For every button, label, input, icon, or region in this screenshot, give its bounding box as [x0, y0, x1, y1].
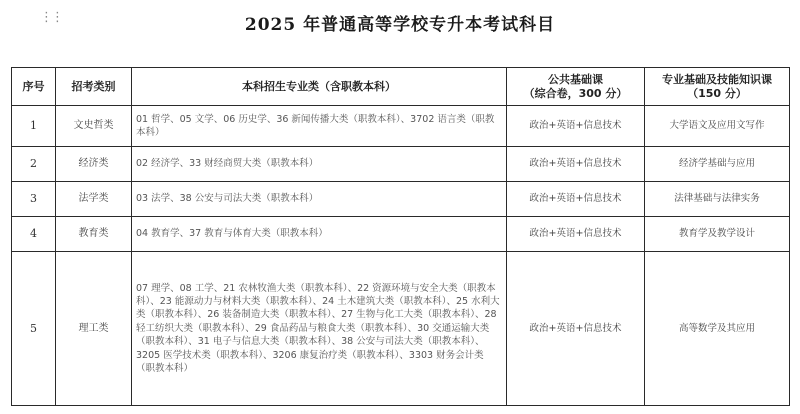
row-public-course: 政治+英语+信息技术 — [507, 106, 645, 147]
row-professional-course: 经济学基础与应用 — [645, 147, 790, 182]
row-professional-course: 法律基础与法律实务 — [645, 182, 790, 217]
row-category: 法学类 — [56, 182, 132, 217]
row-category: 理工类 — [56, 252, 132, 406]
row-public-course: 政治+英语+信息技术 — [507, 217, 645, 252]
header-professional-courses — [645, 68, 790, 106]
row-category: 教育类 — [56, 217, 132, 252]
table-row — [12, 217, 790, 252]
row-category: 经济类 — [56, 147, 132, 182]
row-professional-course: 教育学及教学设计 — [645, 217, 790, 252]
row-majors: 01 哲学、05 文学、06 历史学、36 新闻传播大类（职教本科）、3702 语言类（职教本科） — [132, 106, 507, 147]
row-seq: 5 — [12, 252, 56, 406]
row-public-course: 政治+英语+信息技术 — [507, 147, 645, 182]
row-majors: 04 教育学、37 教育与体育大类（职教本科） — [132, 217, 507, 252]
row-seq: 4 — [12, 217, 56, 252]
header-seq: 序号 — [12, 68, 56, 106]
row-seq: 1 — [12, 106, 56, 147]
header-prof-line2: （150 分） — [687, 86, 747, 100]
row-seq: 2 — [12, 147, 56, 182]
header-majors: 本科招生专业类（含职教本科） — [132, 68, 507, 106]
table-row — [12, 182, 790, 217]
exam-subjects-table — [11, 67, 790, 406]
header-public-line1: 公共基础课 — [548, 72, 603, 86]
drag-handle-icon[interactable]: ⋮⋮ — [40, 10, 62, 25]
row-public-course: 政治+英语+信息技术 — [507, 252, 645, 406]
row-majors: 07 理学、08 工学、21 农林牧渔大类（职教本科）、22 资源环境与安全大类（职教本科）、23 能源动力与材料大类（职教本科）、24 土木建筑大类（职教本科）、25 水利大类（职教本科）、26 装备制造大类（职教本科）、27 生物与化工大类（职教本科）、28 轻工纺织大类（职教本科）、29 食品药品与粮食大类（职教本科）、30 交通运输大类（职教本科）、31 电子与信息大类（职教本科）、38 公安与司法大类（职教本科）、3205 医学技术类（职教本科）、3206 康复治疗类（职教本科）、3303 财务会计类（职教本科） — [132, 252, 507, 406]
table-row — [12, 147, 790, 182]
row-professional-course: 大学语文及应用文写作 — [645, 106, 790, 147]
table-row — [12, 252, 790, 406]
row-category: 文史哲类 — [56, 106, 132, 147]
header-public-courses — [507, 68, 645, 106]
page-title: 2025 年普通高等学校专升本考试科目 — [244, 15, 556, 35]
header-category: 招考类别 — [56, 68, 132, 106]
header-public-line2: （综合卷，300 分） — [523, 86, 628, 100]
table-header-row — [12, 68, 790, 106]
row-public-course: 政治+英语+信息技术 — [507, 182, 645, 217]
row-professional-course: 高等数学及其应用 — [645, 252, 790, 406]
row-seq: 3 — [12, 182, 56, 217]
row-majors: 03 法学、38 公安与司法大类（职教本科） — [132, 182, 507, 217]
table-row — [12, 106, 790, 147]
header-prof-line1: 专业基础及技能知识课 — [662, 72, 772, 86]
row-majors: 02 经济学、33 财经商贸大类（职教本科） — [132, 147, 507, 182]
